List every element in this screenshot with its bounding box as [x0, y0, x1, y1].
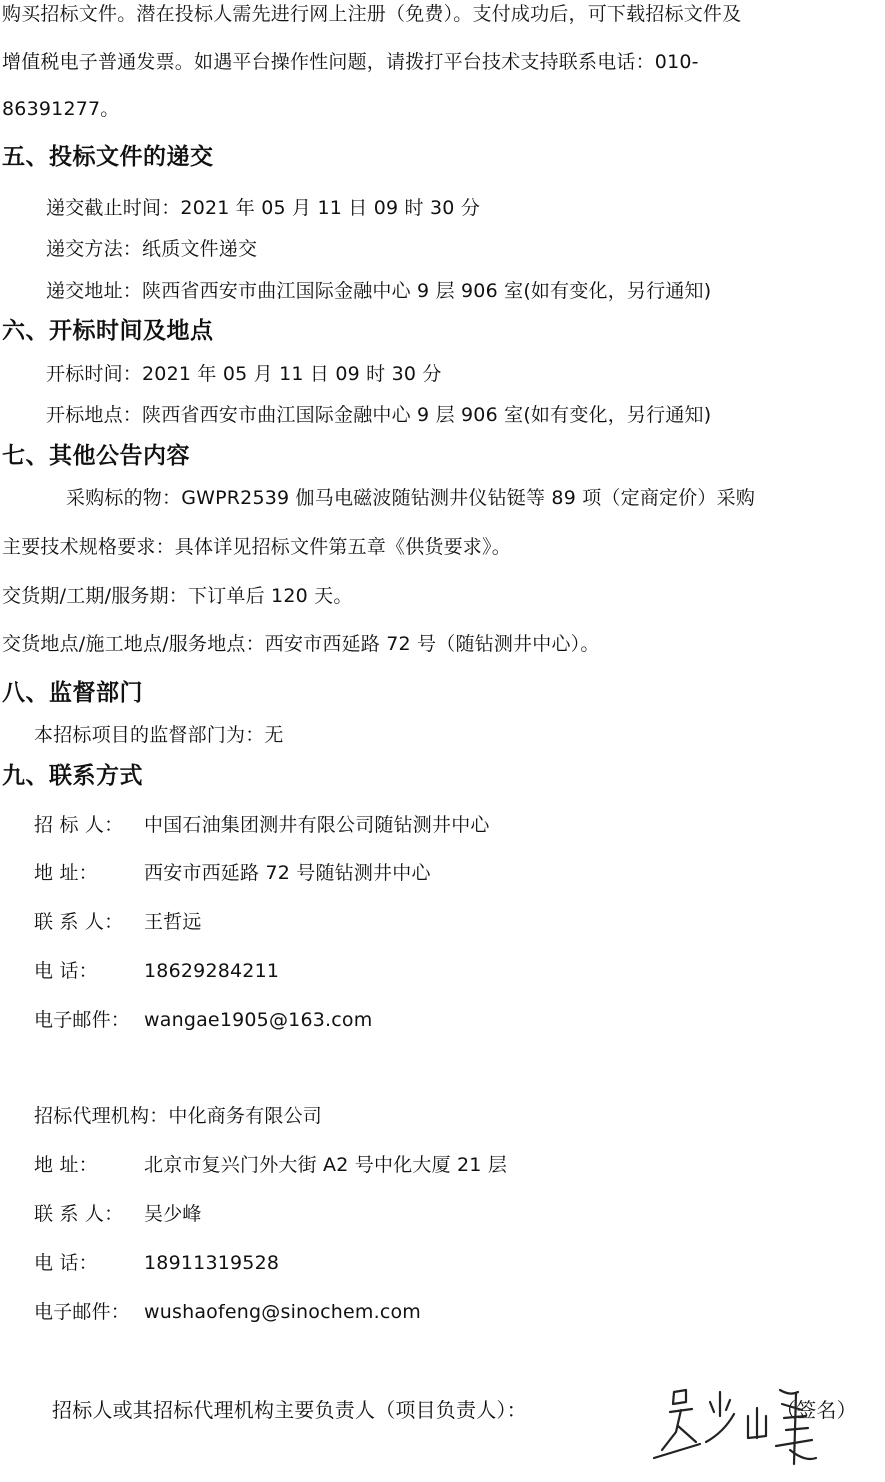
field-label: 招标代理机构： — [34, 1105, 169, 1127]
field-label: 地 址： — [34, 862, 98, 884]
tenderer-email-row — [34, 1008, 372, 1032]
section-5-heading: 五、投标文件的递交 — [2, 144, 214, 170]
agent-email: wushaofeng@sinochem.com — [144, 1301, 422, 1323]
delivery-place: 交货地点/施工地点/服务地点：西安市西延路 72 号（随钻测井中心）。 — [2, 633, 600, 655]
section-8-heading: 八、监督部门 — [2, 680, 143, 706]
section-7-heading: 七、其他公告内容 — [2, 443, 190, 469]
submission-method: 递交方法：纸质文件递交 — [46, 238, 258, 260]
field-label: 电 话： — [34, 1252, 98, 1274]
technical-spec: 主要技术规格要求：具体详见招标文件第五章《供货要求》。 — [2, 536, 511, 558]
intro-line-3: 86391277。 — [2, 98, 120, 120]
tenderer-email: wangae1905@163.com — [144, 1009, 373, 1031]
agent-address: 北京市复兴门外大街 A2 号中化大厦 21 层 — [144, 1154, 508, 1176]
intro-line-2: 增值税电子普通发票。如遇平台操作性问题，请拨打平台技术支持联系电话：010- — [2, 51, 699, 73]
agent-contact-row — [34, 1202, 202, 1226]
field-label: 电子邮件： — [34, 1009, 131, 1031]
opening-time: 开标时间：2021 年 05 月 11 日 09 时 30 分 — [46, 363, 442, 385]
field-label: 地 址： — [34, 1154, 98, 1176]
field-label: 联 系 人： — [34, 911, 124, 933]
delivery-period: 交货期/工期/服务期：下订单后 120 天。 — [2, 585, 353, 607]
procurement-subject: 采购标的物：GWPR2539 伽马电磁波随钻测井仪钻铤等 89 项（定商定价）采购 — [66, 487, 756, 509]
field-label: 电子邮件： — [34, 1301, 131, 1323]
field-label: 招 标 人： — [34, 814, 124, 836]
agent-phone-row — [34, 1251, 279, 1275]
agent-contact: 吴少峰 — [144, 1203, 202, 1225]
intro-line-1: 购买招标文件。潜在投标人需先进行网上注册（免费）。支付成功后，可下载招标文件及 — [2, 3, 742, 25]
tenderer-name-row — [34, 813, 490, 837]
tenderer-address-row — [34, 861, 431, 885]
tenderer-phone-row — [34, 959, 279, 983]
field-label: 电 话： — [34, 960, 98, 982]
signature-scribble-icon — [640, 1380, 825, 1472]
section-9-heading: 九、联系方式 — [2, 763, 143, 789]
tenderer-contact: 王哲远 — [144, 911, 202, 933]
section-6-heading: 六、开标时间及地点 — [2, 318, 214, 344]
handwritten-signature — [640, 1380, 825, 1472]
agent-phone: 18911319528 — [144, 1252, 280, 1274]
supervision-dept: 本招标项目的监督部门为：无 — [34, 724, 284, 746]
signature-prefix: 招标人或其招标代理机构主要负责人（项目负责人）： — [52, 1398, 527, 1422]
agent-email-row — [34, 1300, 421, 1324]
tenderer-phone: 18629284211 — [144, 960, 280, 982]
field-label: 联 系 人： — [34, 1203, 124, 1225]
submission-deadline: 递交截止时间：2021 年 05 月 11 日 09 时 30 分 — [46, 197, 481, 219]
signature-suffix: （签名） — [776, 1398, 857, 1422]
agent-name: 中化商务有限公司 — [168, 1105, 323, 1127]
tenderer-name: 中国石油集团测井有限公司随钻测井中心 — [144, 814, 490, 836]
signature-line — [52, 1398, 527, 1422]
agent-name-row — [34, 1104, 322, 1128]
tenderer-address: 西安市西延路 72 号随钻测井中心 — [144, 862, 431, 884]
agent-address-row — [34, 1153, 507, 1177]
tenderer-contact-row — [34, 910, 202, 934]
submission-address: 递交地址：陕西省西安市曲江国际金融中心 9 层 906 室(如有变化，另行通知) — [46, 280, 712, 302]
opening-place: 开标地点：陕西省西安市曲江国际金融中心 9 层 906 室(如有变化，另行通知) — [46, 404, 712, 426]
